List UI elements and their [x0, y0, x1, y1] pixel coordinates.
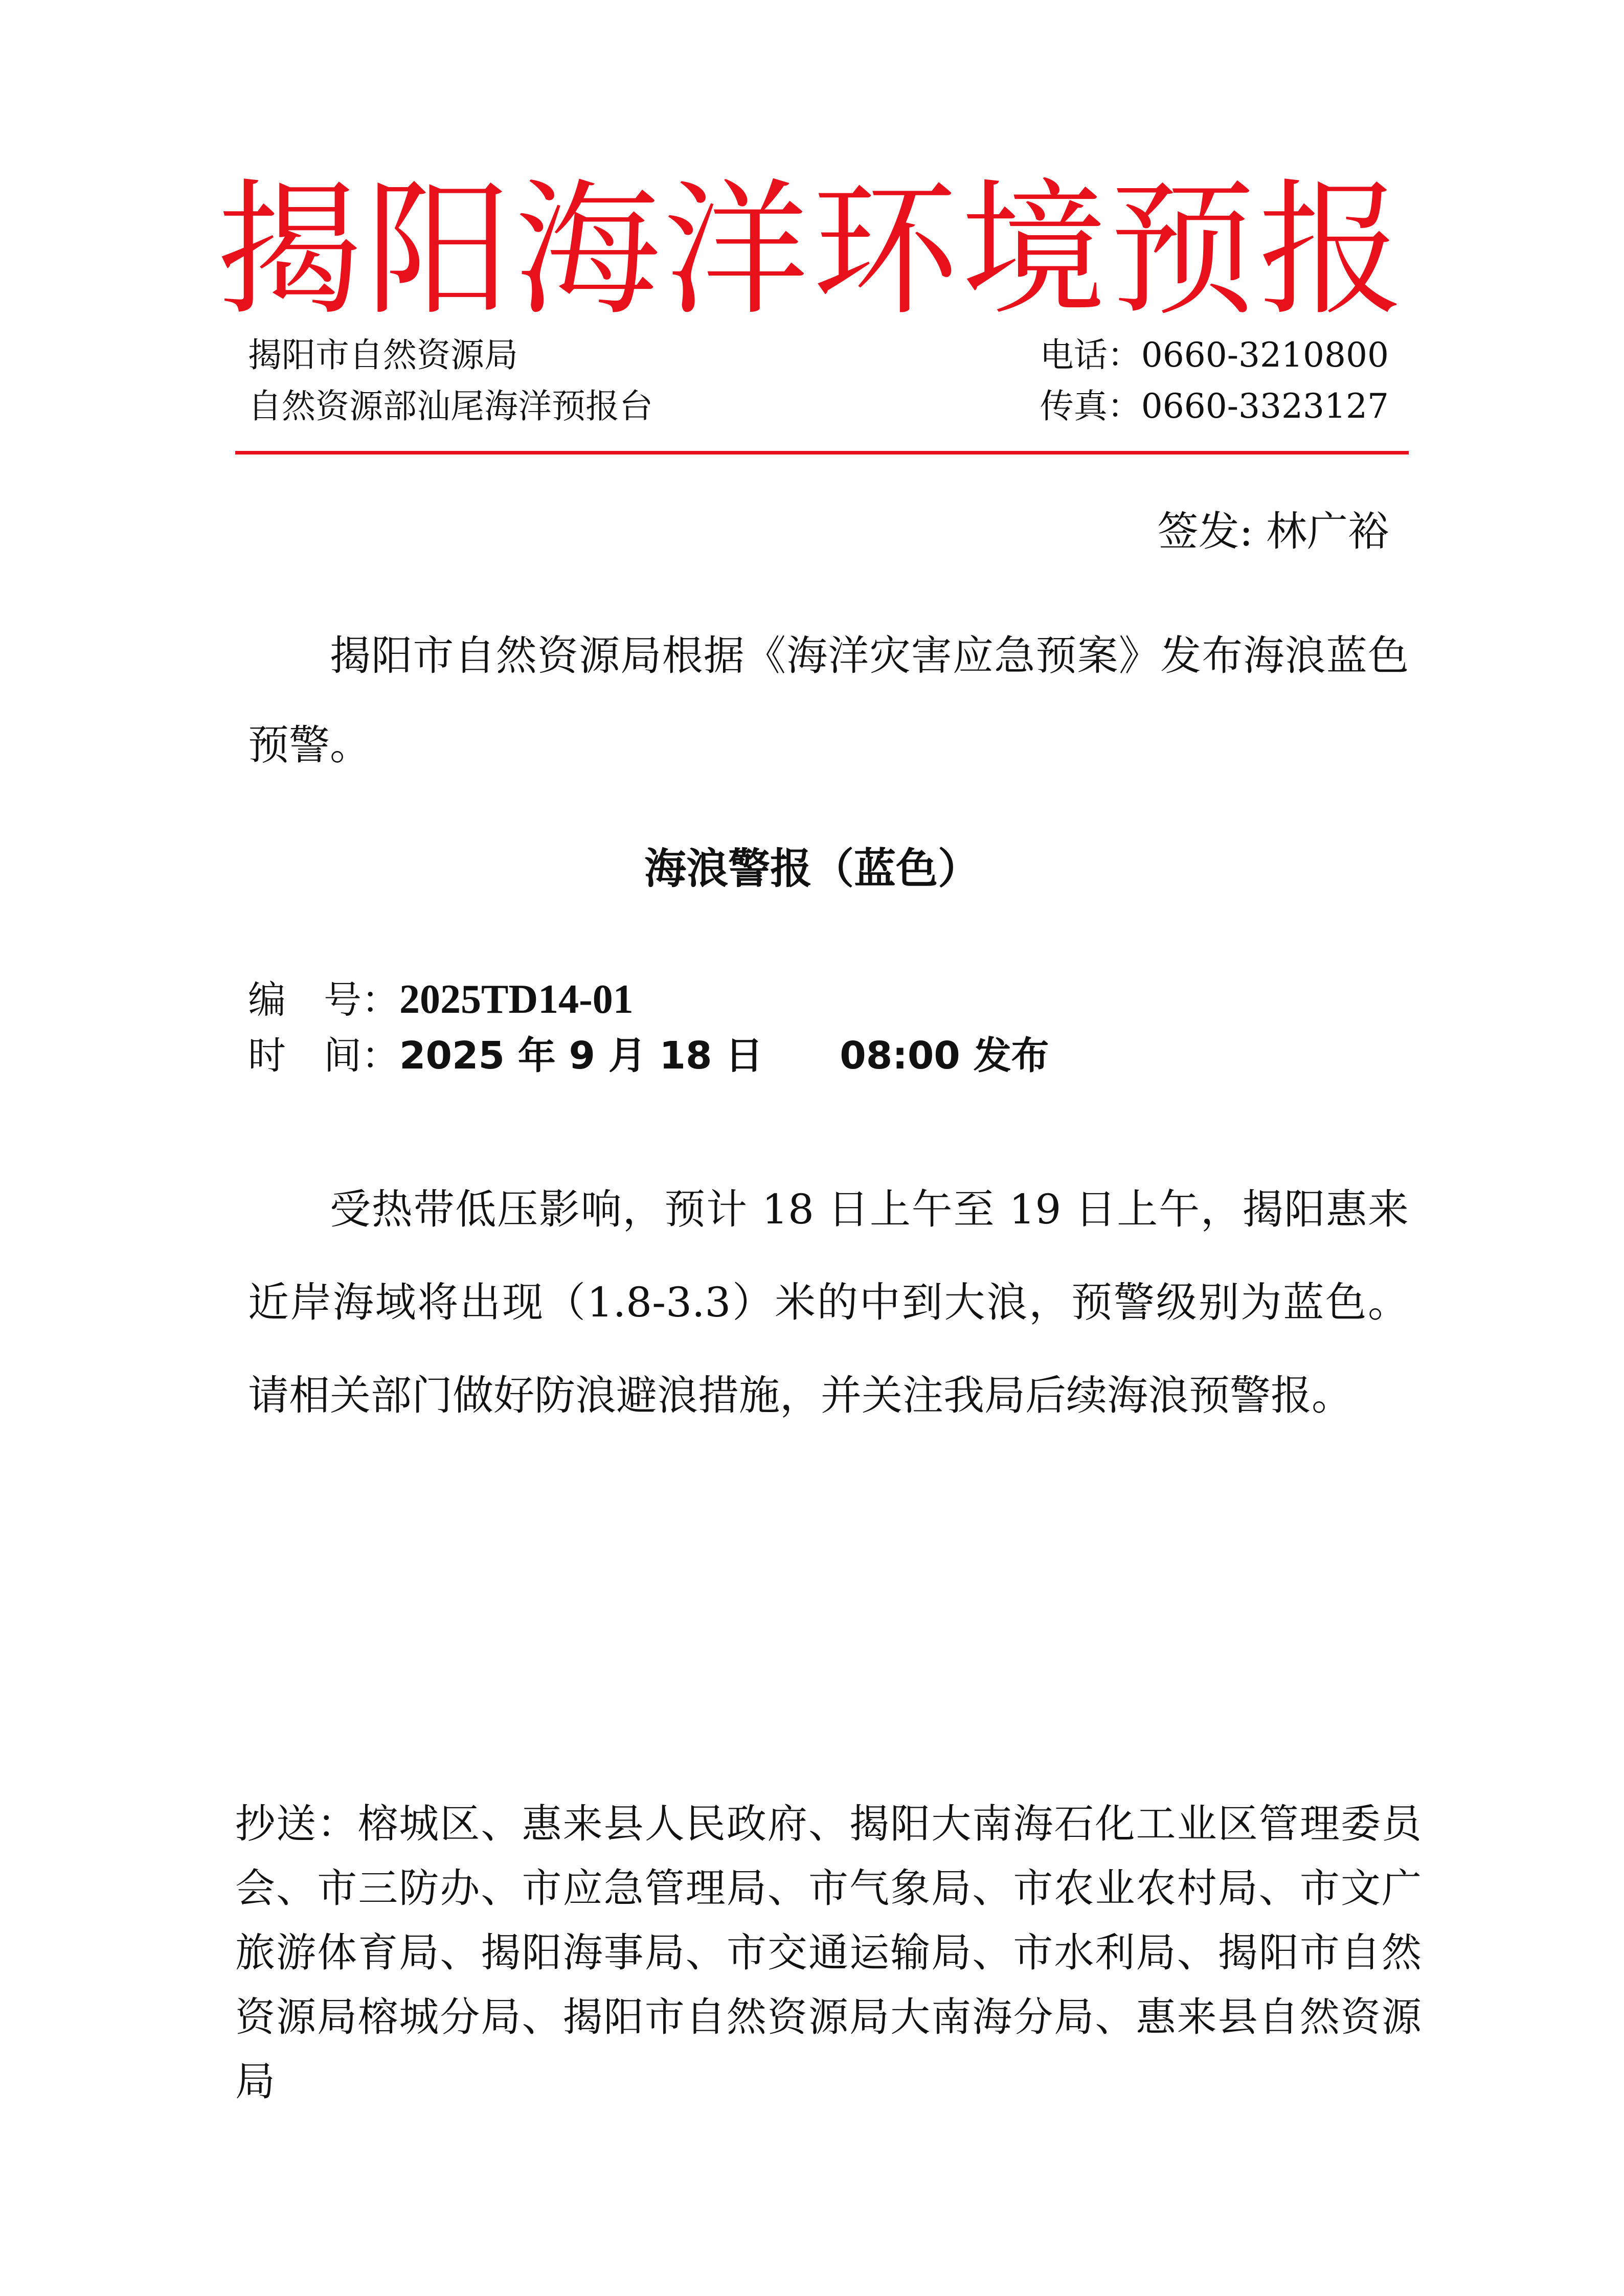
header-phone: 电话：0660-3210800 [1040, 335, 1389, 375]
warning-time-value: 08:00 发布 [840, 1034, 1049, 1078]
header-organizations [248, 330, 653, 432]
warning-body: 受热带低压影响，预计 18 日上午至 19 日上午，揭阳惠来近岸海域将出现（1.8-3.3）米的中到大浪，预警级别为蓝色。请相关部门做好防浪避浪措施，并关注我局后续海浪预警报。 [248, 1186, 1409, 1419]
warning-date-value: 2025 年 9 月 18 日 [399, 1034, 763, 1078]
intro-paragraph: 揭阳市自然资源局根据《海洋灾害应急预案》发布海浪蓝色预警。 [248, 632, 1409, 769]
warning-time-label: 时 间： [248, 1034, 399, 1078]
header-org-line2: 自然资源部汕尾海洋预报台 [248, 387, 653, 426]
warning-number-value: 2025TD14-01 [399, 977, 634, 1022]
signer: 签发: 林广裕 [1157, 508, 1389, 555]
header-divider [235, 451, 1409, 454]
warning-time-line [248, 1028, 1049, 1084]
header-contacts [1040, 330, 1389, 432]
warning-number-label: 编 号： [248, 978, 399, 1022]
masthead-title: 揭阳海洋环境预报 [217, 166, 1407, 335]
header-org-line1: 揭阳市自然资源局 [248, 335, 518, 375]
warning-number-line [248, 971, 634, 1028]
cc-list: 抄送：榕城区、惠来县人民政府、揭阳大南海石化工业区管理委员会、市三防办、市应急管理局、市气象局、市农业农村局、市文广旅游体育局、揭阳海事局、市交通运输局、市水利局、揭阳市自然资源局榕城分局、揭阳市自然资源局大南海分局、惠来县自然资源局 [235, 1801, 1422, 2105]
warning-title: 海浪警报（蓝色） [644, 845, 980, 893]
header-fax: 传真：0660-3323127 [1040, 387, 1389, 426]
